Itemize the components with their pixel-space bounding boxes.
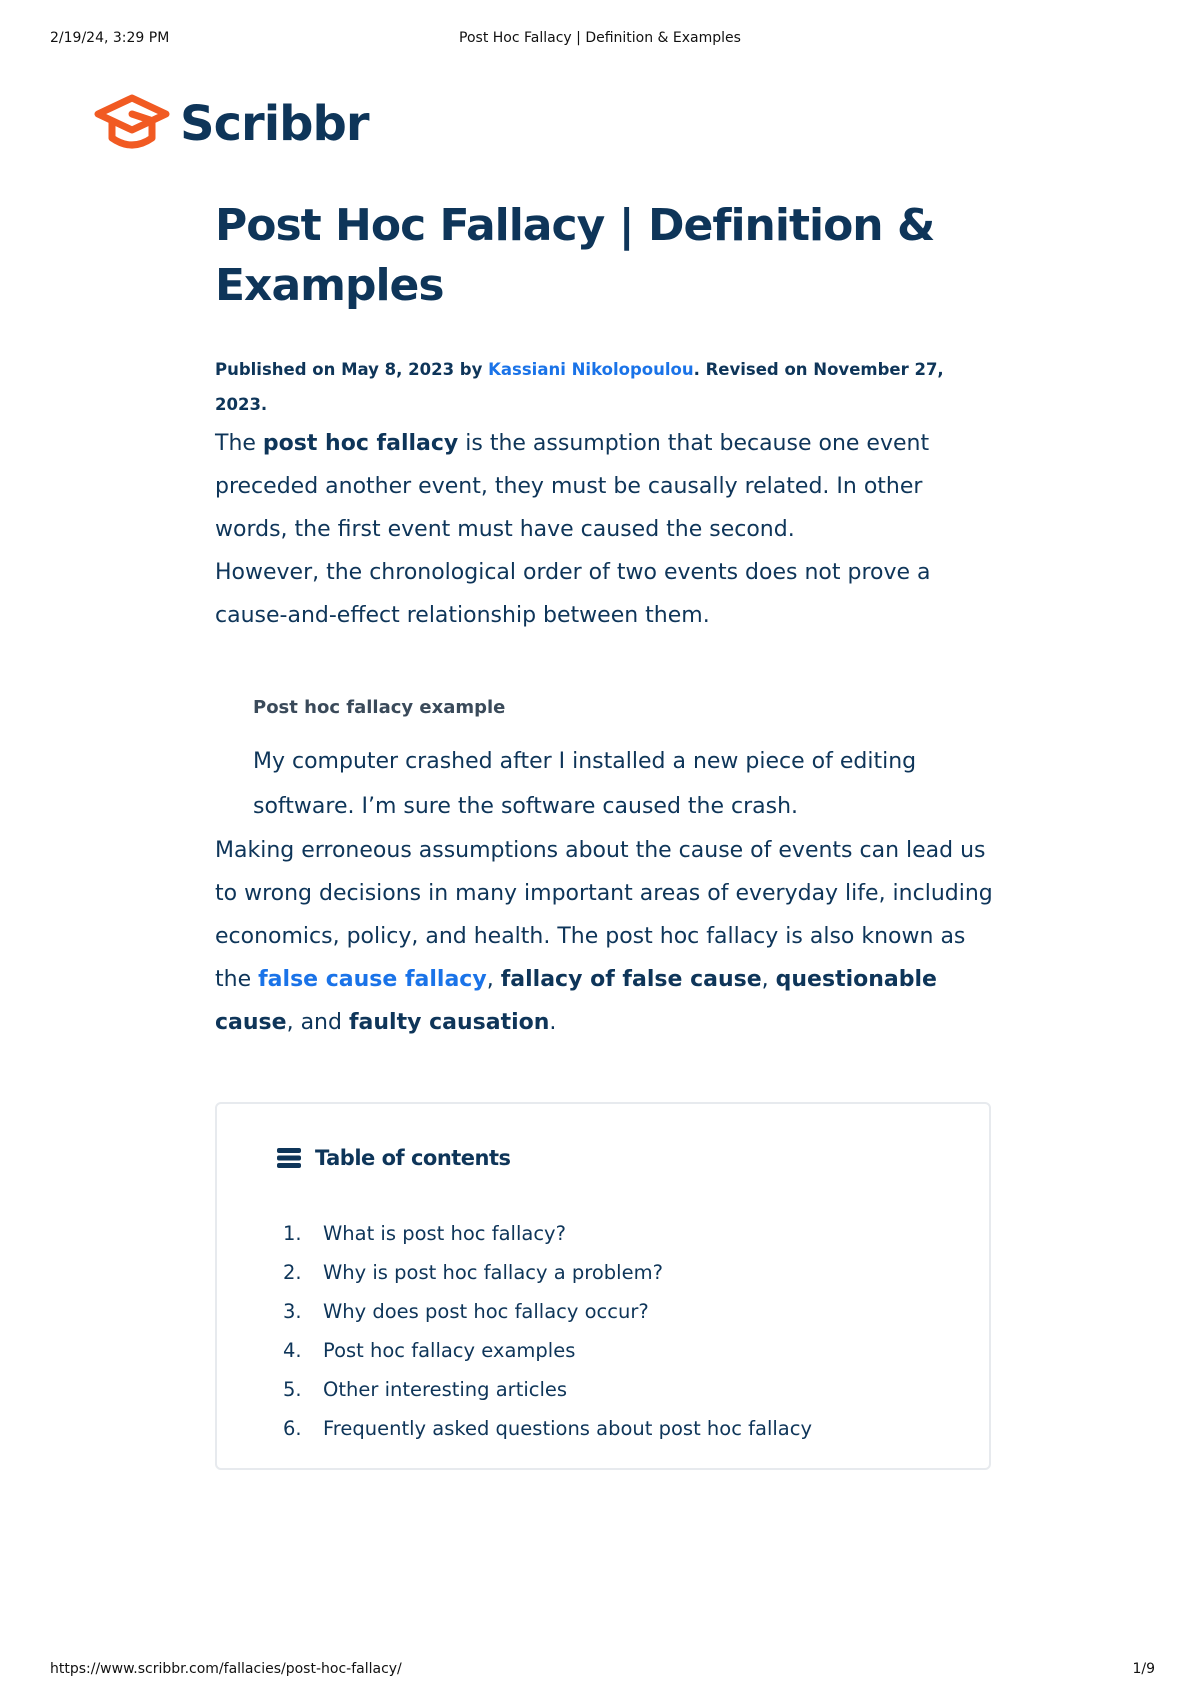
toc-item-label[interactable]: Post hoc fallacy examples (323, 1339, 576, 1362)
print-title: Post Hoc Fallacy | Definition & Examples (459, 30, 741, 46)
toc-title: Table of contents (315, 1146, 511, 1170)
synonyms-paragraph (215, 829, 995, 1044)
toc-item-label[interactable]: Frequently asked questions about post hoc fallacy (323, 1417, 813, 1440)
toc-item-number: 3. (283, 1300, 302, 1323)
revised-date: . Revised on November 27, 2023. (215, 360, 944, 414)
questionable-cause-term: questionable cause (215, 967, 937, 1035)
page-title: Post Hoc Fallacy | Definition & Examples (215, 200, 935, 311)
print-footer (0, 1661, 1200, 1681)
table-of-contents (215, 1102, 991, 1470)
published-date: Published on May 8, 2023 by (215, 360, 489, 379)
synonyms-comma-1: , (486, 967, 501, 992)
print-datetime: 2/19/24, 3:29 PM (50, 30, 170, 46)
chronology-paragraph: However, the chronological order of two events does not prove a cause-and-effect relationship between them. (215, 560, 931, 628)
toc-item-label[interactable]: Why is post hoc fallacy a problem? (323, 1261, 663, 1284)
article-meta (215, 352, 995, 422)
toc-item-label[interactable]: Why does post hoc fallacy occur? (323, 1300, 649, 1323)
toc-item[interactable] (283, 1253, 812, 1292)
toc-item-number: 4. (283, 1339, 302, 1362)
example-box (215, 693, 995, 829)
synonyms-and: , and (286, 1010, 349, 1035)
toc-item-number: 1. (283, 1222, 302, 1245)
author-link[interactable]: Kassiani Nikolopoulou (488, 360, 694, 379)
toc-item-label[interactable]: What is post hoc fallacy? (323, 1222, 566, 1245)
page-number: 1/9 (1132, 1661, 1155, 1677)
example-label: Post hoc fallacy example (253, 697, 506, 718)
scribbr-logo[interactable] (92, 92, 369, 156)
intro-post: is the assumption that because one event preceded another event, they must be causally related. In other words, the first event must have caused the second. (215, 431, 930, 542)
intro-term: post hoc fallacy (262, 431, 459, 456)
intro-pre: The (215, 431, 263, 456)
intro-paragraph (215, 422, 995, 551)
toc-item[interactable] (283, 1292, 812, 1331)
toc-list (283, 1214, 812, 1448)
synonyms-text: Making erroneous assumptions about the cause of events can lead us to wrong decisions in many important areas of everyday life, including economics, policy, and health. The post hoc fallacy is also known as the (215, 838, 993, 992)
page-url[interactable]: https://www.scribbr.com/fallacies/post-hoc-fallacy/ (50, 1661, 402, 1677)
false-cause-fallacy-link[interactable]: false cause fallacy (258, 967, 487, 992)
toc-item[interactable] (283, 1214, 812, 1253)
toc-item-number: 6. (283, 1417, 302, 1440)
toc-item[interactable] (283, 1331, 812, 1370)
brand-name: Scribbr (180, 96, 369, 152)
toc-item[interactable] (283, 1370, 812, 1409)
toc-header (277, 1146, 511, 1170)
synonyms-comma-2: , (761, 967, 776, 992)
faulty-causation-term: faulty causation (348, 1010, 550, 1035)
graduation-cap-logo-icon (92, 92, 172, 156)
toc-item-number: 5. (283, 1378, 302, 1401)
example-text: My computer crashed after I installed a new piece of editing software. I’m sure the software caused the crash. (253, 749, 917, 819)
synonyms-end: . (549, 1010, 557, 1035)
toc-item-label[interactable]: Other interesting articles (323, 1378, 568, 1401)
toc-item[interactable] (283, 1409, 812, 1448)
print-header (0, 30, 1200, 50)
list-icon (277, 1148, 301, 1168)
toc-item-number: 2. (283, 1261, 302, 1284)
fallacy-of-false-cause-term: fallacy of false cause (500, 967, 762, 992)
article (215, 196, 995, 1470)
